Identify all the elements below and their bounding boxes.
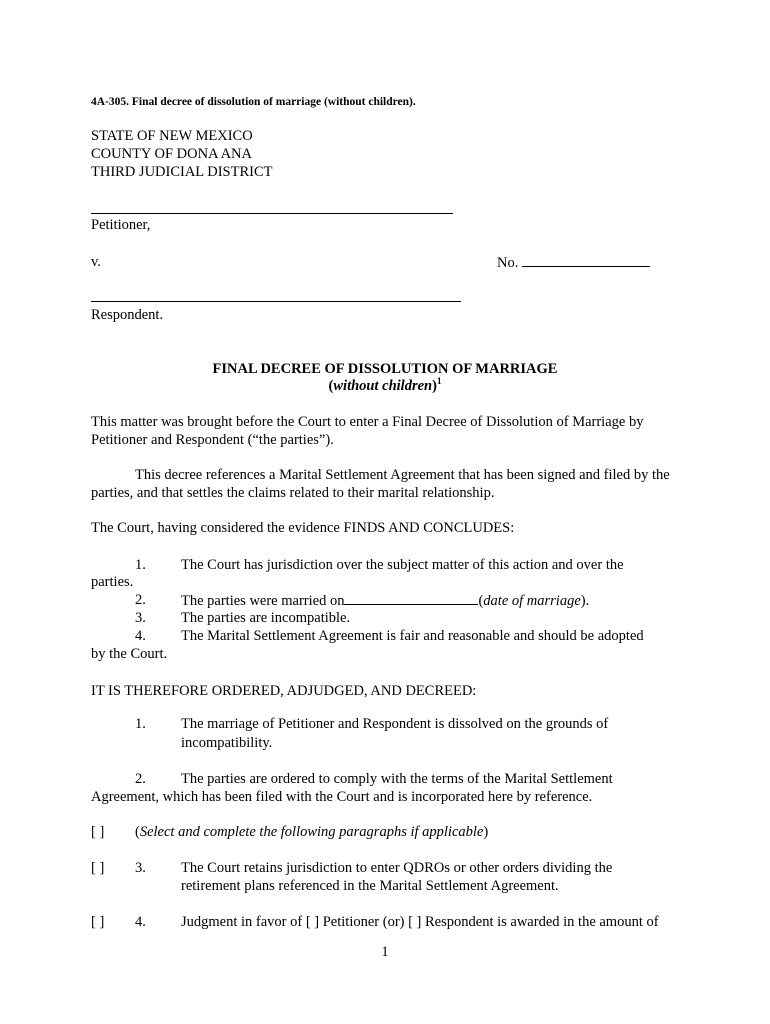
finding-1-text: The Court has jurisdiction over the subject matter of this action and over the <box>181 557 624 573</box>
order-1-text: The marriage of Petitioner and Respondent is dissolved on the grounds of <box>181 716 609 732</box>
state-name: STATE OF NEW MEXICO <box>91 128 253 144</box>
reference-paragraph: This decree references a Marital Settlement Agreement that has been signed and filed by the parties, and that settles the claims related to their marital relationship. <box>91 467 670 501</box>
respondent-label: Respondent. <box>91 307 164 323</box>
order-2-number: 2. <box>135 771 146 787</box>
versus-label: v. <box>91 254 101 270</box>
petitioner-name-line[interactable] <box>91 213 453 214</box>
marriage-date-blank[interactable] <box>344 591 478 605</box>
finding-2-text: The parties were married on (date of marriage). <box>181 593 590 609</box>
document-title: FINAL DECREE OF DISSOLUTION OF MARRIAGE <box>212 361 558 377</box>
finding-1-text-cont: parties. <box>91 574 134 590</box>
form-identifier: 4A-305. Final decree of dissolution of marriage (without children). <box>91 96 416 108</box>
page-number: 1 <box>381 944 389 960</box>
order-1-number: 1. <box>135 716 146 732</box>
order-3-text-cont: retirement plans referenced in the Marital Settlement Agreement. <box>181 878 559 894</box>
optional-instructions-text: (Select and complete the following paragraphs if applicable) <box>135 824 489 840</box>
order-2-text: The parties are ordered to comply with the terms of the Marital Settlement <box>181 771 613 787</box>
case-number-field <box>497 253 650 272</box>
intro-paragraph: This matter was brought before the Court to enter a Final Decree of Dissolution of Marriage by Petitioner and Respondent (“the parties”). <box>91 414 644 448</box>
optional-checkbox[interactable]: [ ] <box>91 824 105 840</box>
order-4-number: 4. <box>135 914 146 930</box>
finding-1-number: 1. <box>135 557 146 573</box>
document-subtitle: (without children)$^1$ <box>328 376 442 394</box>
county-name: COUNTY OF DONA ANA <box>91 146 252 162</box>
court-caption <box>91 127 273 181</box>
order-4-checkbox[interactable]: [ ] <box>91 914 105 930</box>
order-3-number: 3. <box>135 860 146 876</box>
finding-3-number: 3. <box>135 610 146 626</box>
order-3-checkbox[interactable]: [ ] <box>91 860 105 876</box>
order-4-text: Judgment in favor of [ ] Petitioner (or) [ ] Respondent is awarded in the amount of <box>181 914 659 930</box>
respondent-name-line[interactable] <box>91 301 461 302</box>
district-name: THIRD JUDICIAL DISTRICT <box>91 164 273 180</box>
case-number-label: No. <box>497 255 519 271</box>
findings-heading: The Court, having considered the evidence FINDS AND CONCLUDES: <box>91 520 515 536</box>
footnote-marker: 1 <box>436 376 442 387</box>
case-number-blank[interactable] <box>522 253 650 267</box>
petitioner-label: Petitioner, <box>91 217 151 233</box>
order-3-text: The Court retains jurisdiction to enter QDROs or other orders dividing the <box>181 860 613 876</box>
finding-4-text: The Marital Settlement Agreement is fair and reasonable and should be adopted <box>181 628 644 644</box>
finding-4-text-cont: by the Court. <box>91 646 168 662</box>
subtitle-italic: without children <box>333 378 433 394</box>
finding-4-number: 4. <box>135 628 146 644</box>
ordered-heading: IT IS THEREFORE ORDERED, ADJUDGED, AND DECREED: <box>91 683 477 699</box>
finding-3-text: The parties are incompatible. <box>181 610 351 626</box>
finding-2-number: 2. <box>135 592 146 608</box>
order-1-text-cont: incompatibility. <box>181 735 273 751</box>
order-2-text-cont: Agreement, which has been filed with the Court and is incorporated here by reference. <box>91 789 593 805</box>
